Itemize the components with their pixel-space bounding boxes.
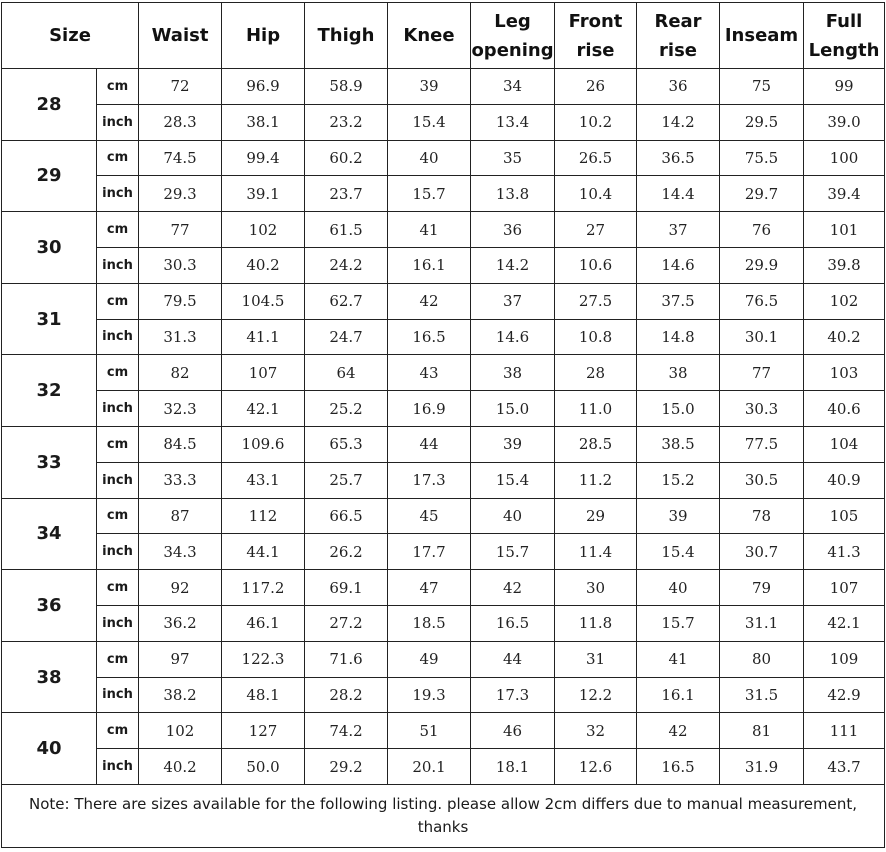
column-header-line: Length — [808, 39, 880, 61]
size-label: 28 — [2, 69, 97, 141]
measurement-cell: 15.7 — [471, 534, 555, 570]
measurement-cell: 39.4 — [804, 176, 885, 212]
measurement-cell: 44 — [388, 426, 471, 462]
measurement-cell: 26.2 — [305, 534, 388, 570]
measurement-cell: 28 — [555, 355, 637, 391]
measurement-cell: 104 — [804, 426, 885, 462]
unit-label: inch — [97, 391, 139, 427]
column-header-leg-opening — [471, 3, 555, 69]
measurement-cell: 29.7 — [720, 176, 804, 212]
measurement-cell: 30 — [555, 570, 637, 606]
measurement-cell: 12.2 — [555, 677, 637, 713]
unit-label: cm — [97, 355, 139, 391]
measurement-cell: 61.5 — [305, 212, 388, 248]
size-row-inch — [2, 176, 885, 212]
size-row-cm — [2, 355, 885, 391]
measurement-cell: 15.2 — [637, 462, 720, 498]
measurement-cell: 42 — [471, 570, 555, 606]
measurement-cell: 27.5 — [555, 283, 637, 319]
measurement-cell: 43.7 — [804, 749, 885, 785]
measurement-cell: 29.2 — [305, 749, 388, 785]
measurement-cell: 99.4 — [222, 140, 305, 176]
unit-label: cm — [97, 641, 139, 677]
measurement-cell: 39.1 — [222, 176, 305, 212]
measurement-cell: 42 — [388, 283, 471, 319]
measurement-cell: 75.5 — [720, 140, 804, 176]
measurement-cell: 76 — [720, 212, 804, 248]
unit-label: inch — [97, 749, 139, 785]
measurement-cell: 15.4 — [637, 534, 720, 570]
measurement-cell: 15.0 — [471, 391, 555, 427]
measurement-cell: 10.6 — [555, 247, 637, 283]
measurement-cell: 81 — [720, 713, 804, 749]
measurement-cell: 80 — [720, 641, 804, 677]
measurement-cell: 18.1 — [471, 749, 555, 785]
measurement-cell: 27 — [555, 212, 637, 248]
measurement-cell: 79 — [720, 570, 804, 606]
measurement-cell: 78 — [720, 498, 804, 534]
size-row-inch — [2, 534, 885, 570]
size-row-inch — [2, 462, 885, 498]
measurement-cell: 87 — [139, 498, 222, 534]
measurement-cell: 58.9 — [305, 69, 388, 105]
measurement-cell: 17.7 — [388, 534, 471, 570]
measurement-cell: 36 — [637, 69, 720, 105]
measurement-cell: 44 — [471, 641, 555, 677]
column-header-line: Full — [825, 10, 863, 32]
column-header-line: Waist — [151, 25, 209, 46]
measurement-cell: 82 — [139, 355, 222, 391]
unit-label: inch — [97, 605, 139, 641]
size-label: 32 — [2, 355, 97, 427]
measurement-cell: 40 — [471, 498, 555, 534]
measurement-cell: 51 — [388, 713, 471, 749]
size-row-cm — [2, 498, 885, 534]
unit-label: cm — [97, 426, 139, 462]
size-label: 29 — [2, 140, 97, 212]
measurement-cell: 32 — [555, 713, 637, 749]
measurement-cell: 36.5 — [637, 140, 720, 176]
measurement-cell: 19.3 — [388, 677, 471, 713]
measurement-cell: 37 — [471, 283, 555, 319]
measurement-cell: 36 — [471, 212, 555, 248]
size-header: Size — [2, 3, 139, 69]
measurement-cell: 43 — [388, 355, 471, 391]
measurement-cell: 111 — [804, 713, 885, 749]
measurement-cell: 42.1 — [804, 605, 885, 641]
column-header-line: Hip — [245, 25, 281, 46]
size-label: 31 — [2, 283, 97, 355]
measurement-cell: 30.5 — [720, 462, 804, 498]
measurement-cell: 44.1 — [222, 534, 305, 570]
column-header-line: Rear — [654, 10, 702, 32]
column-header-line: Thigh — [317, 25, 375, 46]
measurement-cell: 49 — [388, 641, 471, 677]
column-header-line: opening — [471, 39, 554, 61]
measurement-cell: 62.7 — [305, 283, 388, 319]
column-header-front-rise — [555, 3, 637, 69]
measurement-cell: 39 — [388, 69, 471, 105]
measurement-cell: 109.6 — [222, 426, 305, 462]
measurement-cell: 77.5 — [720, 426, 804, 462]
measurement-cell: 18.5 — [388, 605, 471, 641]
measurement-cell: 40 — [637, 570, 720, 606]
size-row-cm — [2, 641, 885, 677]
measurement-cell: 45 — [388, 498, 471, 534]
size-row-inch — [2, 749, 885, 785]
measurement-cell: 14.6 — [637, 247, 720, 283]
column-header-line: Inseam — [724, 25, 799, 46]
measurement-cell: 40.9 — [804, 462, 885, 498]
measurement-cell: 42 — [637, 713, 720, 749]
measurement-cell: 11.8 — [555, 605, 637, 641]
measurement-cell: 30.1 — [720, 319, 804, 355]
measurement-cell: 16.9 — [388, 391, 471, 427]
size-row-inch — [2, 247, 885, 283]
size-label: 38 — [2, 641, 97, 713]
measurement-cell: 29.9 — [720, 247, 804, 283]
measurement-cell: 37 — [637, 212, 720, 248]
measurement-cell: 100 — [804, 140, 885, 176]
column-header-inseam — [720, 3, 804, 69]
measurement-cell: 64 — [305, 355, 388, 391]
measurement-cell: 127 — [222, 713, 305, 749]
measurement-cell: 32.3 — [139, 391, 222, 427]
measurement-cell: 12.6 — [555, 749, 637, 785]
measurement-cell: 42.1 — [222, 391, 305, 427]
column-header-full-length — [804, 3, 885, 69]
measurement-cell: 46 — [471, 713, 555, 749]
measurement-cell: 36.2 — [139, 605, 222, 641]
size-row-cm — [2, 283, 885, 319]
unit-label: inch — [97, 104, 139, 140]
measurement-cell: 31 — [555, 641, 637, 677]
measurement-cell: 10.2 — [555, 104, 637, 140]
measurement-cell: 43.1 — [222, 462, 305, 498]
measurement-cell: 23.7 — [305, 176, 388, 212]
measurement-cell: 13.8 — [471, 176, 555, 212]
note-text: Note: There are sizes available for the following listing. please allow 2cm differs due to manual measurement, thanks — [2, 784, 885, 847]
column-header-knee — [388, 3, 471, 69]
measurement-cell: 29.5 — [720, 104, 804, 140]
unit-label: inch — [97, 319, 139, 355]
measurement-cell: 74.5 — [139, 140, 222, 176]
measurement-cell: 30.7 — [720, 534, 804, 570]
size-label: 33 — [2, 426, 97, 498]
measurement-cell: 29 — [555, 498, 637, 534]
measurement-cell: 117.2 — [222, 570, 305, 606]
measurement-cell: 15.7 — [388, 176, 471, 212]
measurement-cell: 25.7 — [305, 462, 388, 498]
measurement-cell: 41 — [388, 212, 471, 248]
size-row-inch — [2, 677, 885, 713]
measurement-cell: 92 — [139, 570, 222, 606]
measurement-cell: 14.2 — [637, 104, 720, 140]
measurement-cell: 69.1 — [305, 570, 388, 606]
measurement-cell: 30.3 — [720, 391, 804, 427]
measurement-cell: 16.5 — [388, 319, 471, 355]
measurement-cell: 29.3 — [139, 176, 222, 212]
measurement-cell: 28.2 — [305, 677, 388, 713]
measurement-cell: 40.2 — [222, 247, 305, 283]
measurement-cell: 102 — [222, 212, 305, 248]
measurement-cell: 122.3 — [222, 641, 305, 677]
size-label: 40 — [2, 713, 97, 785]
measurement-cell: 17.3 — [471, 677, 555, 713]
measurement-cell: 77 — [139, 212, 222, 248]
unit-label: cm — [97, 713, 139, 749]
size-row-inch — [2, 104, 885, 140]
unit-label: cm — [97, 570, 139, 606]
measurement-cell: 11.0 — [555, 391, 637, 427]
measurement-cell: 38 — [637, 355, 720, 391]
unit-label: inch — [97, 462, 139, 498]
measurement-cell: 16.5 — [637, 749, 720, 785]
measurement-cell: 99 — [804, 69, 885, 105]
measurement-cell: 74.2 — [305, 713, 388, 749]
measurement-cell: 66.5 — [305, 498, 388, 534]
size-row-cm — [2, 140, 885, 176]
measurement-cell: 14.6 — [471, 319, 555, 355]
measurement-cell: 50.0 — [222, 749, 305, 785]
measurement-cell: 39 — [471, 426, 555, 462]
measurement-cell: 15.7 — [637, 605, 720, 641]
column-header-waist — [139, 3, 222, 69]
measurement-cell: 26.5 — [555, 140, 637, 176]
measurement-cell: 11.4 — [555, 534, 637, 570]
measurement-cell: 79.5 — [139, 283, 222, 319]
measurement-cell: 35 — [471, 140, 555, 176]
measurement-cell: 34.3 — [139, 534, 222, 570]
size-row-inch — [2, 319, 885, 355]
measurement-cell: 84.5 — [139, 426, 222, 462]
measurement-cell: 47 — [388, 570, 471, 606]
measurement-cell: 24.2 — [305, 247, 388, 283]
measurement-cell: 38.5 — [637, 426, 720, 462]
column-header-line: Front — [568, 10, 623, 32]
measurement-cell: 75 — [720, 69, 804, 105]
measurement-cell: 34 — [471, 69, 555, 105]
size-row-inch — [2, 605, 885, 641]
measurement-cell: 105 — [804, 498, 885, 534]
measurement-cell: 39 — [637, 498, 720, 534]
measurement-cell: 103 — [804, 355, 885, 391]
header-row — [2, 3, 885, 69]
size-row-cm — [2, 570, 885, 606]
measurement-cell: 31.1 — [720, 605, 804, 641]
measurement-cell: 31.5 — [720, 677, 804, 713]
measurement-cell: 40.2 — [804, 319, 885, 355]
measurement-cell: 107 — [222, 355, 305, 391]
measurement-cell: 65.3 — [305, 426, 388, 462]
unit-label: inch — [97, 677, 139, 713]
measurement-cell: 15.0 — [637, 391, 720, 427]
measurement-cell: 72 — [139, 69, 222, 105]
measurement-cell: 77 — [720, 355, 804, 391]
measurement-cell: 102 — [804, 283, 885, 319]
measurement-cell: 33.3 — [139, 462, 222, 498]
size-row-cm — [2, 212, 885, 248]
size-row-cm — [2, 69, 885, 105]
measurement-cell: 23.2 — [305, 104, 388, 140]
measurement-cell: 17.3 — [388, 462, 471, 498]
unit-label: cm — [97, 498, 139, 534]
unit-label: inch — [97, 534, 139, 570]
measurement-cell: 16.1 — [388, 247, 471, 283]
measurement-cell: 41.3 — [804, 534, 885, 570]
column-header-line: Leg — [494, 10, 531, 32]
measurement-cell: 107 — [804, 570, 885, 606]
measurement-cell: 16.1 — [637, 677, 720, 713]
measurement-cell: 42.9 — [804, 677, 885, 713]
measurement-cell: 39.8 — [804, 247, 885, 283]
measurement-cell: 14.2 — [471, 247, 555, 283]
measurement-cell: 48.1 — [222, 677, 305, 713]
measurement-cell: 109 — [804, 641, 885, 677]
measurement-cell: 104.5 — [222, 283, 305, 319]
size-row-cm — [2, 426, 885, 462]
measurement-cell: 11.2 — [555, 462, 637, 498]
size-label: 34 — [2, 498, 97, 570]
measurement-cell: 41 — [637, 641, 720, 677]
measurement-cell: 38.1 — [222, 104, 305, 140]
column-header-thigh — [305, 3, 388, 69]
column-header-hip — [222, 3, 305, 69]
measurement-cell: 31.9 — [720, 749, 804, 785]
measurement-cell: 60.2 — [305, 140, 388, 176]
measurement-cell: 28.3 — [139, 104, 222, 140]
column-header-rear-rise — [637, 3, 720, 69]
measurement-cell: 41.1 — [222, 319, 305, 355]
column-header-line: rise — [576, 39, 615, 61]
measurement-cell: 26 — [555, 69, 637, 105]
measurement-cell: 40.2 — [139, 749, 222, 785]
measurement-cell: 31.3 — [139, 319, 222, 355]
measurement-cell: 30.3 — [139, 247, 222, 283]
measurement-cell: 15.4 — [471, 462, 555, 498]
measurement-cell: 28.5 — [555, 426, 637, 462]
measurement-cell: 40 — [388, 140, 471, 176]
column-header-line: rise — [659, 39, 697, 61]
measurement-cell: 40.6 — [804, 391, 885, 427]
measurement-cell: 96.9 — [222, 69, 305, 105]
measurement-cell: 112 — [222, 498, 305, 534]
measurement-cell: 13.4 — [471, 104, 555, 140]
measurement-cell: 38 — [471, 355, 555, 391]
measurement-cell: 10.4 — [555, 176, 637, 212]
size-label: 36 — [2, 570, 97, 642]
unit-label: cm — [97, 212, 139, 248]
measurement-cell: 46.1 — [222, 605, 305, 641]
measurement-cell: 10.8 — [555, 319, 637, 355]
measurement-cell: 16.5 — [471, 605, 555, 641]
measurement-cell: 37.5 — [637, 283, 720, 319]
measurement-cell: 76.5 — [720, 283, 804, 319]
measurement-cell: 20.1 — [388, 749, 471, 785]
unit-label: cm — [97, 283, 139, 319]
measurement-cell: 71.6 — [305, 641, 388, 677]
measurement-cell: 24.7 — [305, 319, 388, 355]
size-table — [1, 2, 885, 848]
size-row-cm — [2, 713, 885, 749]
measurement-cell: 38.2 — [139, 677, 222, 713]
unit-label: cm — [97, 69, 139, 105]
measurement-cell: 15.4 — [388, 104, 471, 140]
unit-label: inch — [97, 247, 139, 283]
measurement-cell: 97 — [139, 641, 222, 677]
column-header-line: Knee — [403, 25, 455, 46]
measurement-cell: 39.0 — [804, 104, 885, 140]
size-row-inch — [2, 391, 885, 427]
unit-label: inch — [97, 176, 139, 212]
size-label: 30 — [2, 212, 97, 284]
measurement-cell: 25.2 — [305, 391, 388, 427]
measurement-cell: 14.4 — [637, 176, 720, 212]
measurement-cell: 27.2 — [305, 605, 388, 641]
measurement-cell: 101 — [804, 212, 885, 248]
unit-label: cm — [97, 140, 139, 176]
measurement-cell: 14.8 — [637, 319, 720, 355]
measurement-cell: 102 — [139, 713, 222, 749]
